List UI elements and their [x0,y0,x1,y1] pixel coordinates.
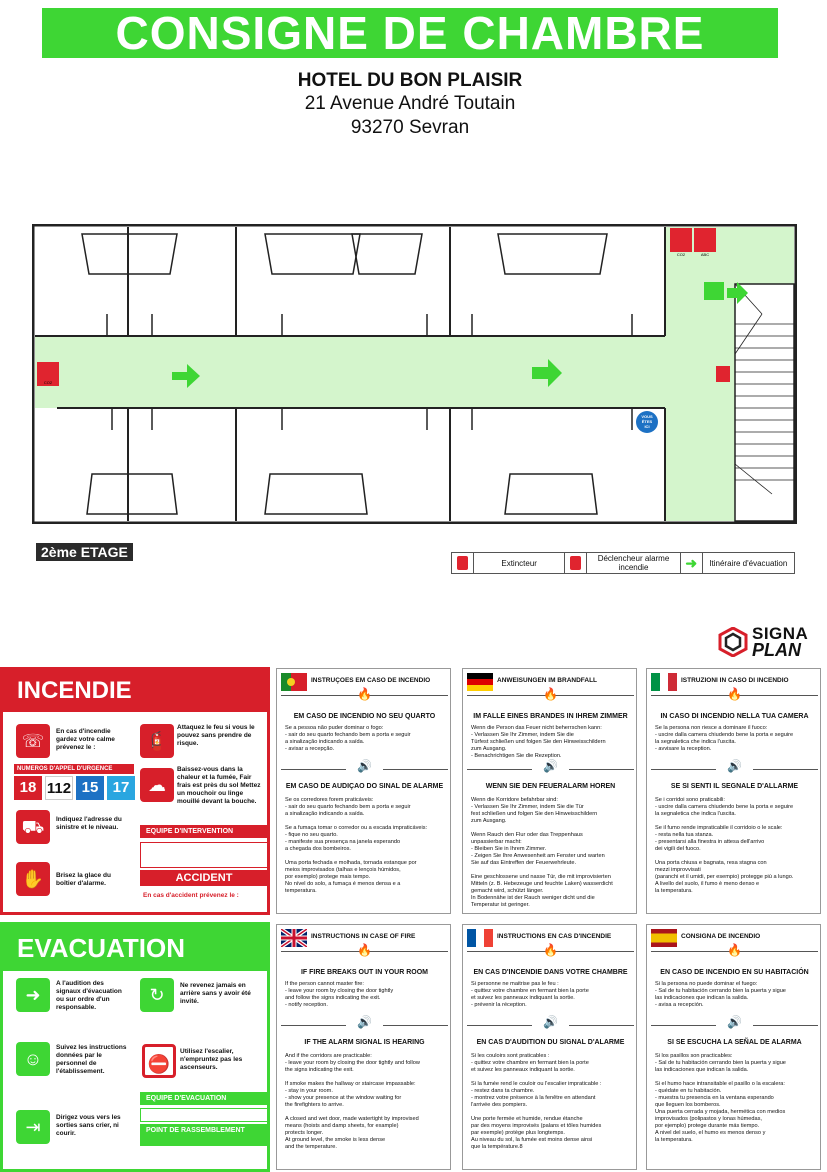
alarm-sound-icon: 🔊 [357,1015,372,1029]
panel-title: INSTRUCTIONS EN CAS D'INCENDIE [497,933,612,940]
panel-text-2: And if the corridors are practicable: - leave your room by closing the door tightly and follow the signs indicating the exit. If smoke makes the hallway or staircase impassable: - stay in your room. - show your presence at the window waiting for the firefighters to arrive. A closed and wet door, made watertight by improvised means (hoists and damp sheets, for example) protects longer. At ground level, the smoke is less dense and the temperature. [285,1053,420,1150]
hotel-city: 93270 Sevran [350,117,470,138]
flag-it-icon [651,673,677,691]
incendie-crawl: Baissez-vous dans la chaleur et la fumée, Fair frais est près du sol Mettez un mouchoir ou linge mouillé devant la bouche. [177,766,261,805]
staff-icon: ☺ [16,1042,50,1076]
evac-stairs: Utilisez l'escalier, n'empruntez pas les ascenseurs. [180,1048,243,1071]
incendie-attack: Attaquez le feu si vous le pouvez sans prendre de risque. [177,724,255,747]
number-samu: 15 [76,776,104,800]
panel-heading-1: EN CASO DE INCENDIO EN SU HABITACIÓN [660,969,809,976]
brand-line2: PLAN [752,640,801,660]
flag-fr-icon [467,929,493,947]
panel-heading-2: EN CAS D'AUDITION DU SIGNAL D'ALARME [476,1039,625,1046]
panel-heading-1: IF FIRE BREAKS OUT IN YOUR ROOM [300,969,429,976]
panel-text-1: Si personne ne maitrise pas le feu : - quittez votre chambre en fermant bien la porte et suivez les panneaux indiquant la sortie. - prévenir la réception. [471,981,589,1008]
panel-title: ANWEISUNGEN IM BRANDFALL [497,677,598,684]
legend-route: Itinéraire d'évacuation [709,558,788,568]
fire-icon: 🔥 [357,687,372,701]
incendie-address: Indiquez l'adresse du sinistre et le niveau. [56,816,122,831]
panel-heading-2: EM CASO DE AUDIÇAO DO SINAL DE ALARME [285,783,444,790]
panel-text-1: Wenn die Person das Feuer nicht beherrschen kann: - Verlassen Sie Ihr Zimmer, indem Sie die Türfest schließen und folgen Sie den Hinweisschildern zum Ausgang. - Benachrichtigen Sie die Rezeption. [471,725,606,759]
legend-extinguisher: Extincteur [474,553,565,573]
panel-title: ISTRUZIONI IN CASO DI INCENDIO [681,677,789,684]
fire-icon: 🔥 [727,943,742,957]
phone-icon: ☏ [16,724,50,758]
extinguisher-icon: 🧯 [140,724,174,758]
number-europe: 112 [45,776,73,800]
no-elevator-icon: ⛔ [142,1044,176,1078]
panel-title: CONSIGNA DE INCENDIO [681,933,761,940]
fire-icon: 🔥 [727,687,742,701]
legend-alarm-icon [565,553,587,573]
panel-title: INSTRUCTIONS IN CASE OF FIRE [311,933,416,940]
instruction-panel-de [462,668,637,914]
incendie-title: INCENDIE [3,670,267,712]
panel-text-2: Se i corridoi sono praticabili: - uscire dalla camera chiudendo bene la porta e seguire la segnaletica che indica l'uscita. Se il fumo rende impraticabile il corridoio o le scale: - resta nella tua stanza. - presentarsi alla finestra in attesa dell'arrivo dei vigili del fuoco. Una porta chiusa e bagnata, resa stagna con mezzi improvvisati (paranchi et il umidi, per esempio) protegge più a lungo. A livello del suolo, il fumo è meno denso e la temperatura. [655,797,794,894]
ext-label-co2-2: CO2 [676,252,686,257]
instruction-panel-it [646,668,821,914]
accident-title: ACCIDENT [140,870,268,886]
alarm-sound-icon: 🔊 [543,759,558,773]
number-pompiers: 18 [14,776,42,800]
number-police: 17 [107,776,135,800]
legend-alarm: Déclencheur alarme incendie [587,553,680,573]
evacuation-title: EVACUATION [3,925,267,971]
evac-follow: Suivez les instructions données par le personnel de l'établissement. [56,1044,127,1075]
assembly-point: POINT DE RASSEMBLEMENT [140,1124,268,1146]
flag-de-icon [467,673,493,691]
fire-icon: 🔥 [357,943,372,957]
panel-text-2: Se os corredores forem praticáveis: - sair do seu quarto fechando bem a porta e seguir a sinalização indicando a saída. Se a fumaça tomar o corredor ou a escada impraticáveis: - fique no seu quarto. - manifeste sua presença na janela esperando a chegada dos bombeiros. Uma porta fechada e molhada, tornada estanque por meios improvisados (talhas e lençois húmidos, por exemplo) protege mais tempo. No nível do solo, a fumaça é menos densa e a temperatura. [285,797,428,894]
legend-route-icon: ➜ [681,553,703,573]
alarm-sound-icon: 🔊 [727,759,742,773]
you-are-here-2: ÊTES [641,419,653,424]
fire-icon: 🔥 [543,943,558,957]
flag-pt-icon [281,673,307,691]
evacuation-team-field [140,1108,268,1122]
evac-signal: A l'audition des signaux d'évacuation ou sur ordre d'un responsable. [56,980,122,1011]
page-banner: CONSIGNE DE CHAMBRE [42,8,778,58]
panel-heading-1: IM FALLE EINES BRANDES IN IHREM ZIMMER [473,713,628,720]
exit-door-icon: ⇥ [16,1110,50,1144]
alarm-sound-icon: 🔊 [727,1015,742,1029]
you-are-here-1: VOUS [641,414,653,419]
ext-label-co2: CO2 [43,380,53,385]
emergency-numbers-title: NUMEROS D'APPEL D'URGENCE [14,764,134,774]
panel-heading-2: SI SE ESCUCHA LA SEÑAL DE ALARMA [667,1039,802,1046]
panel-heading-1: IN CASO DI INCENDIO NELLA TUA CAMERA [660,713,809,720]
arrow-exit-icon: ➜ [16,978,50,1012]
floor-plan [32,224,797,524]
instruction-panel-pt [276,668,451,914]
panel-heading-1: EN CAS D'INCENDIE DANS VOTRE CHAMBRE [473,969,628,976]
instruction-panel-gb [276,924,451,1170]
panel-text-2: Si los pasillos son practicables: - Sal de tu habitación cerrando bien la puerta y sigue las indicaciones que indican la salida. Si el humo hace intransitable el pasillo o la escalera: - quédate en tu habitación. - muestra tu presencia en la ventana esperando que lleguen los bomberos. Una puerta cerrada y mojada, hermética con medios improvisados (polipastos y lonas húmedas, por ejemplo) protege durante más tiempo. A nivel del suelo, el humo es menos denso y la temperatura. [655,1053,786,1143]
emergency-numbers [14,776,135,800]
panel-text-1: Se la persona non riesce a dominare il fuoco: - uscire dalla camera chiudendo bene la porta e seguire la segnaletica che indica l'uscita. - avvisare la reception. [655,725,794,752]
legend-ext-icon [452,553,474,573]
alarm-glass-icon: ✋ [16,862,50,896]
panel-text-1: If the person cannot master fire: - leave your room by closing the door tightly and follow the signs indicating the exit. - notify reception. [285,981,394,1008]
incendie-calm: En cas d'incendie gardez votre calme prévenez le : [56,728,115,751]
brand-line1: SIGNA [752,624,809,643]
accident-note: En cas d'accident prévenez le : [143,892,239,899]
panel-heading-1: EM CASO DE INCENDIO NO SEU QUARTO [293,713,436,720]
brand-logo [718,625,818,661]
evac-exits: Dirigez vous vers les sorties sans crier, ni courir. [56,1114,121,1137]
flag-gb-icon [281,929,307,947]
hotel-info [0,70,820,140]
panel-heading-2: WENN SIE DEN FEUERALARM HOREN [485,783,616,790]
incendie-glass: Brisez la glace du boîtier d'alarme. [56,872,111,887]
you-are-here-3: ICI [644,424,650,429]
alarm-sound-icon: 🔊 [543,1015,558,1029]
panel-text-2: Si les couloirs sont praticables : - quittez votre chambre en fermant bien la porte et suivez les panneaux indiquant la sortie. Si la fumée rend le couloir ou l'escalier impraticable : - restez dans ta chambre. - montrez votre présence à la fenêtre en attendant l'arrivée des pompiers. Une porte fermée et humide, rendue étanche par des moyens improvisés (palans et tôles humides par exemple) protège plus longtemps. Au niveau du sol, la fumée est moins dense ainsi que la température.8 [471,1053,602,1150]
panel-text-1: Si la persona no puede dominar el fuego: - Sal de tu habitación cerrando bien la puerta y sigue las indicaciones que indican la salida. - avisa a recepción. [655,981,786,1008]
plan-legend [451,552,795,574]
signa-logo-icon [718,627,748,657]
no-return-icon: ↻ [140,978,174,1012]
fire-truck-icon: ⛟ [16,810,50,844]
flag-es-icon [651,929,677,947]
panel-title: INSTRUÇOES EM CASO DE INCENDIO [311,677,431,684]
fire-icon: 🔥 [543,687,558,701]
hotel-name: HOTEL DU BON PLAISIR [297,70,523,91]
panel-text-1: Se a pessoa não puder dominar o fogo: - sair do seu quarto fechando bem a porta e seguir a sinalização indicando a saída. - avisar a recepção. [285,725,411,752]
hotel-street: 21 Avenue André Toutain [304,93,516,114]
ext-label-abc: ABC [700,252,710,257]
panel-heading-2: IF THE ALARM SIGNAL IS HEARING [304,1039,425,1046]
evacuation-team: EQUIPE D'EVACUATION [140,1092,268,1105]
instruction-panel-es [646,924,821,1170]
intervention-team-field [140,842,268,868]
panel-text-2: Wenn die Korridore befahrbar sind: - Verlassen Sie Ihr Zimmer, indem Sie die Tür fest schließen und folgen Sie den Hinweisschildern zum Ausgang. Wenn Rauch den Flur oder das Treppenhaus unpassierbar macht: - Bleiben Sie in Ihrem Zimmer. - Zeigen Sie Ihre Anwesenheit am Fenster und warten Sie auf das Eintreffen der Feuerwehrleute. Eine geschlossene und nasse Tür, die mit improvisierten Mitteln (z. B. Hebezeuge und feuchte Laken) wasserdicht gemacht wird, schützt länger. In Bodennähe ist der Rauch weniger dicht und die Temperatur ist geringer. [471,797,613,908]
alarm-sound-icon: 🔊 [357,759,372,773]
floor-label: 2ème ETAGE [36,543,133,561]
panel-heading-2: SE SI SENTI IL SEGNALE D'ALLARME [670,783,799,790]
instruction-panel-fr [462,924,637,1170]
crawl-icon: ☁ [140,768,174,802]
intervention-team: EQUIPE D'INTERVENTION [140,825,268,838]
evac-never-back: Ne revenez jamais en arrière sans y avoir été invité. [180,982,251,1005]
